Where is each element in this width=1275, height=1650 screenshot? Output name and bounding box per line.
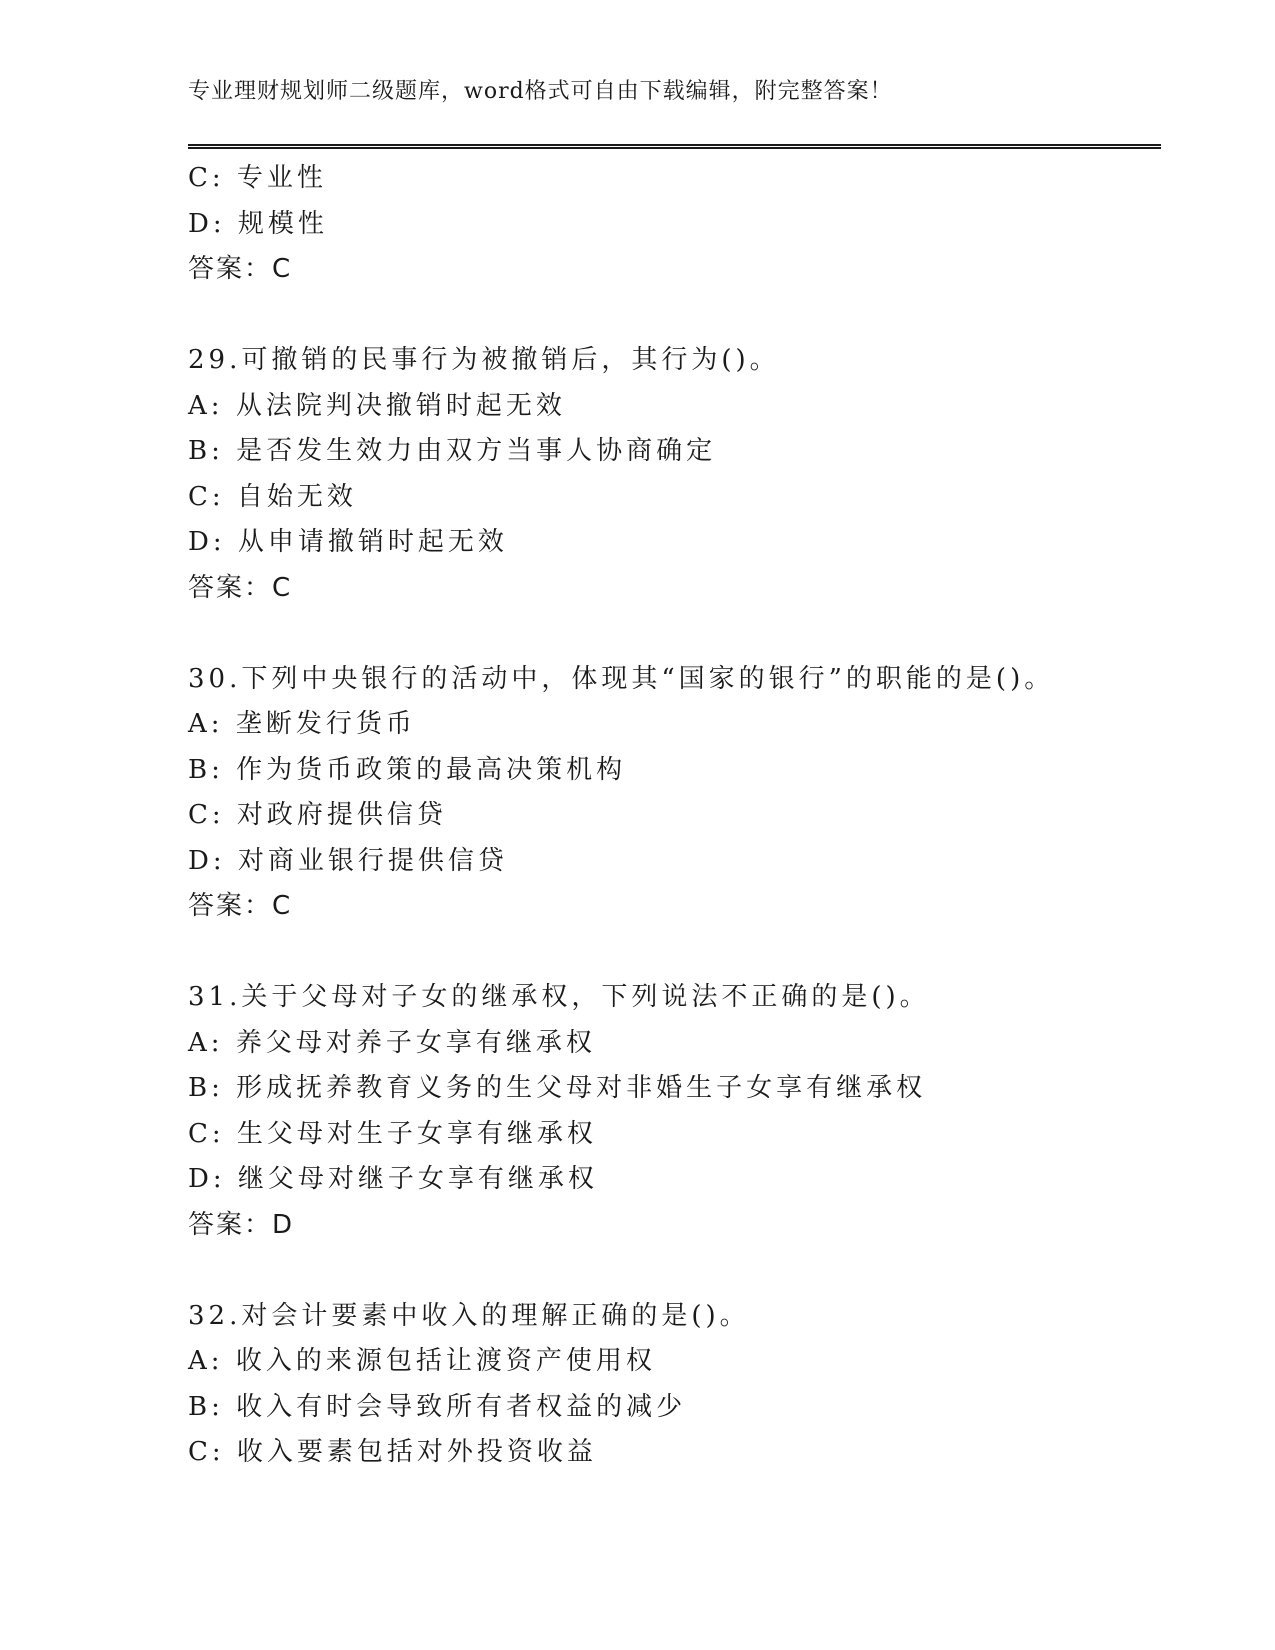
option-label: C:: [188, 1437, 225, 1467]
option-label: D:: [188, 208, 226, 239]
option-line: [188, 748, 1161, 794]
question-stem: 29.可撤销的民事行为被撤销后，其行为()。: [188, 345, 780, 375]
option-label: C:: [188, 163, 225, 193]
option-line: [188, 1066, 1161, 1112]
option-text: 收入的来源包括让渡资产使用权: [235, 1346, 656, 1376]
option-label: B:: [188, 1073, 224, 1103]
option-text: 从法院判决撤销时起无效: [235, 390, 566, 421]
option-line: [188, 839, 1161, 885]
page-header: 专业理财规划师二级题库，word格式可自由下载编辑，附完整答案！: [188, 79, 893, 104]
spacer: [188, 611, 1161, 657]
option-line: [188, 793, 1161, 839]
spacer: [188, 1248, 1161, 1294]
option-line: [188, 702, 1161, 748]
option-line: [188, 156, 1161, 202]
option-line: [188, 1430, 1161, 1476]
question-stem: 32.对会计要素中收入的理解正确的是()。: [188, 1300, 750, 1331]
option-label: D:: [188, 527, 226, 557]
question-stem: 31.关于父母对子女的继承权，下列说法不正确的是()。: [188, 982, 930, 1012]
option-label: B:: [188, 436, 224, 466]
option-label: A:: [188, 390, 224, 421]
option-line: [188, 1339, 1161, 1385]
option-text: 对商业银行提供信贷: [237, 845, 508, 876]
option-text: 收入有时会导致所有者权益的减少: [236, 1391, 687, 1422]
option-text: 形成抚养教育义务的生父母对非婚生子女享有继承权: [236, 1073, 927, 1103]
option-label: A:: [188, 709, 224, 739]
option-text: 收入要素包括对外投资收益: [236, 1437, 597, 1467]
spacer: [188, 930, 1161, 976]
option-line: [188, 520, 1161, 566]
option-label: D:: [188, 845, 226, 876]
option-line: [188, 1021, 1161, 1067]
option-label: D:: [188, 1164, 226, 1194]
option-text: 作为货币政策的最高决策机构: [236, 754, 627, 785]
answer-line: 答案：C: [188, 254, 293, 284]
option-text: 生父母对生子女享有继承权: [236, 1118, 597, 1149]
option-text: 自始无效: [236, 481, 357, 512]
option-label: A:: [188, 1027, 224, 1058]
option-label: C:: [188, 481, 225, 512]
answer-line: 答案：C: [188, 891, 293, 921]
option-text: 从申请撤销时起无效: [237, 527, 508, 557]
option-text: 专业性: [236, 163, 327, 193]
header-rule: [188, 144, 1161, 149]
option-label: B:: [188, 754, 224, 785]
option-text: 继父母对继子女享有继承权: [237, 1164, 598, 1194]
option-text: 对政府提供信贷: [236, 800, 447, 830]
option-line: [188, 475, 1161, 521]
option-text: 养父母对养子女享有继承权: [235, 1027, 596, 1058]
option-line: [188, 1112, 1161, 1158]
answer-line: 答案：D: [188, 1209, 295, 1240]
option-label: B:: [188, 1391, 224, 1422]
option-line: [188, 384, 1161, 430]
question-stem: 30.下列中央银行的活动中，体现其“国家的银行”的职能的是()。: [188, 663, 1055, 694]
question-content: [188, 156, 1161, 1476]
option-text: 是否发生效力由双方当事人协商确定: [236, 436, 717, 466]
option-label: C:: [188, 800, 225, 830]
option-line: [188, 202, 1161, 248]
option-label: A:: [188, 1346, 224, 1376]
option-text: 规模性: [237, 208, 328, 239]
option-label: C:: [188, 1118, 225, 1149]
spacer: [188, 293, 1161, 339]
option-line: [188, 1157, 1161, 1203]
option-line: [188, 429, 1161, 475]
option-text: 垄断发行货币: [235, 709, 416, 739]
option-line: [188, 1385, 1161, 1431]
answer-line: 答案：C: [188, 572, 293, 603]
